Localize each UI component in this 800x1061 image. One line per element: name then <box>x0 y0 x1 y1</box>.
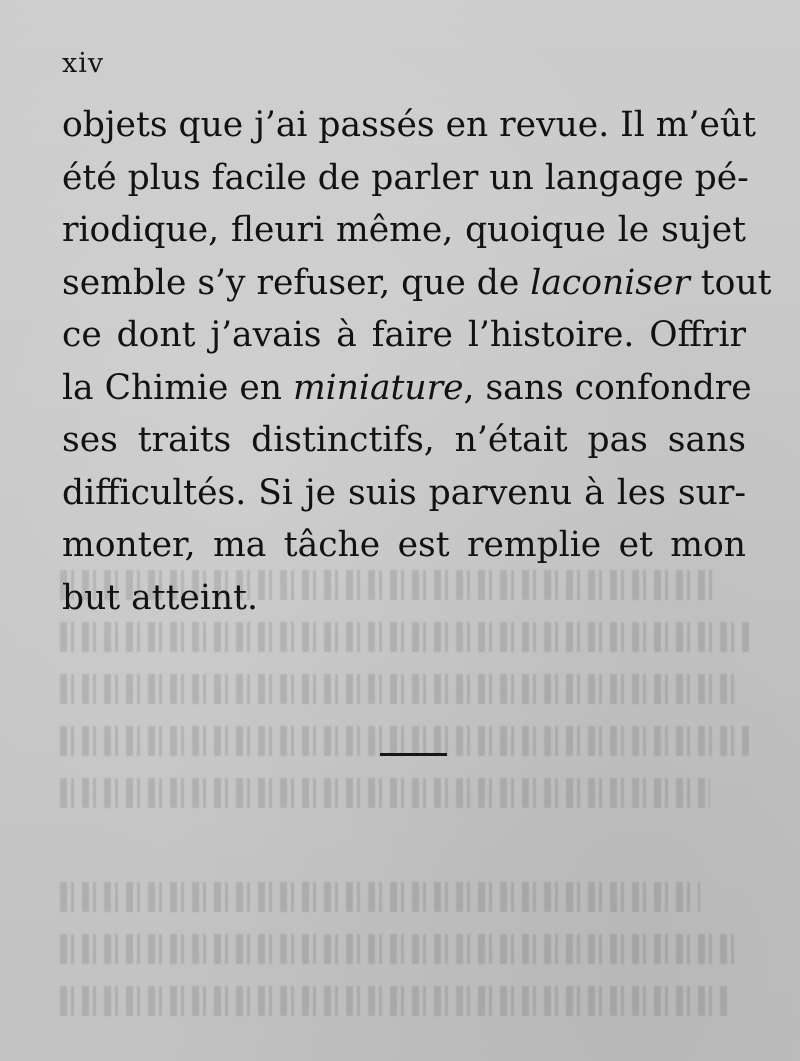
text-line <box>62 362 752 415</box>
text-line: riodique, fleuri même, quoique le sujet <box>62 210 746 250</box>
page-number: xiv <box>62 48 105 79</box>
text-segment: tout <box>689 262 772 303</box>
text-line: but atteint. <box>62 577 258 618</box>
body-paragraph <box>62 99 772 624</box>
bleed-through-text <box>60 560 760 1050</box>
bleed-line <box>60 882 700 912</box>
text-segment: , sans confondre <box>463 367 752 408</box>
italic-word: laconiser <box>530 262 690 303</box>
bleed-line <box>60 986 730 1016</box>
text-line: monter, ma tâche est remplie et mon <box>62 525 746 565</box>
text-line: objets que j’ai passés en revue. Il m’eût <box>62 105 756 145</box>
text-line <box>62 257 772 310</box>
italic-word: miniature <box>292 367 464 408</box>
text-line: difficultés. Si je suis parvenu à les sur- <box>62 472 746 513</box>
bleed-line <box>60 726 750 756</box>
section-divider-rule <box>380 753 447 756</box>
text-line: été plus facile de parler un langage pé- <box>62 157 749 198</box>
text-line: ce dont j’avais à faire l’histoire. Offrir <box>62 315 746 355</box>
text-line: ses traits distinctifs, n’était pas sans <box>62 420 746 460</box>
bleed-line <box>60 778 710 808</box>
text-segment: semble s’y refuser, que de <box>62 262 531 303</box>
bleed-line <box>60 674 735 704</box>
bleed-line <box>60 934 740 964</box>
text-segment: la Chimie en <box>62 367 293 408</box>
bleed-line <box>60 622 750 652</box>
